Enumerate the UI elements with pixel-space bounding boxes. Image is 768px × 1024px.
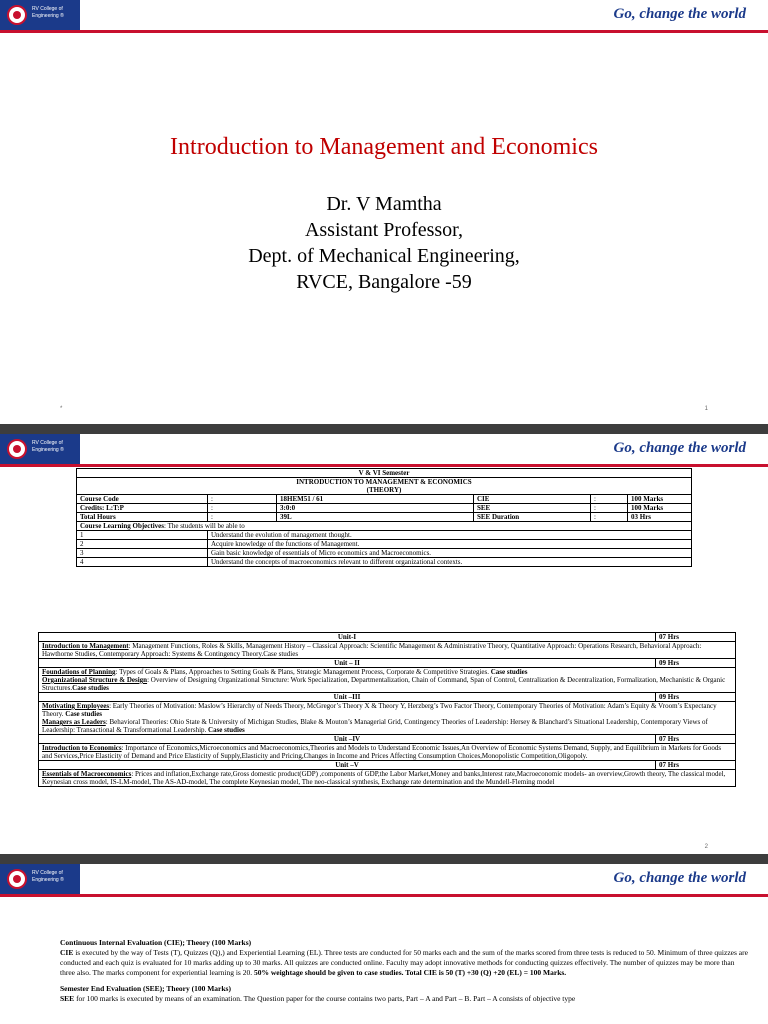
- tagline: Go, change the world: [613, 6, 746, 22]
- rv-emblem-icon: [7, 869, 27, 889]
- unit-header-row: Unit –IV 07 Hrs: [39, 735, 736, 744]
- info-colon: :: [591, 513, 628, 522]
- info-row: [77, 504, 692, 513]
- info-value: 18HEM51 / 61: [277, 495, 474, 504]
- info-label: Total Hours: [77, 513, 208, 522]
- header-divider: [0, 30, 768, 33]
- info-label: Course Code: [77, 495, 208, 504]
- slide-3: [0, 864, 768, 1024]
- info-colon: :: [591, 504, 628, 513]
- semester-cell: V & VI Semester: [77, 469, 692, 478]
- logo-text: RV College of Engineering ®: [32, 440, 64, 453]
- unit-header-row: Unit –III 09 Hrs: [39, 693, 736, 702]
- college-logo: [0, 0, 80, 30]
- info-label: CIE: [474, 495, 591, 504]
- info-row: [77, 513, 692, 522]
- slide-header: [0, 864, 768, 894]
- header-divider: [0, 894, 768, 897]
- footer-mark: *: [60, 406, 63, 412]
- tagline: Go, change the world: [613, 440, 746, 456]
- info-label: Credits: L:T:P: [77, 504, 208, 513]
- objectives-heading: Course Learning Objectives: The students will be able to: [77, 522, 692, 531]
- unit-header-row: Unit – II 09 Hrs: [39, 659, 736, 668]
- objective-row: 1 Understand the evolution of management thought.: [77, 531, 692, 540]
- rv-emblem-icon: [7, 439, 27, 459]
- college-logo: [0, 434, 80, 464]
- slide-header: [0, 434, 768, 464]
- unit-header-row: Unit-I 07 Hrs: [39, 633, 736, 642]
- logo-text: RV College of Engineering ®: [32, 6, 64, 19]
- info-colon: :: [208, 495, 277, 504]
- slide-1: [0, 0, 768, 424]
- course-title-cell: [77, 478, 692, 495]
- author-block: [0, 191, 768, 295]
- unit-header-row: Unit –V 07 Hrs: [39, 761, 736, 770]
- unit-content-row: Essentials of Macroeconomics: Prices and inflation,Exchange rate,Gross domestic product(GDP) ,components of GDP,the Labor Market,Money and banks,Interest rate,Macroeconomic models- an overview,Growth theory, The classical model, Keynesian cross model, IS-LM-model, The AS-AD-model, The complete Keynesian model, The neo-classical synthesis, Exchange rate determination and the Mundell-Fleming model: [39, 770, 736, 787]
- info-label: SEE: [474, 504, 591, 513]
- info-value: 100 Marks: [628, 504, 692, 513]
- info-label: SEE Duration: [474, 513, 591, 522]
- objective-row: 2 Acquire knowledge of the functions of Management.: [77, 540, 692, 549]
- info-value: 39L: [277, 513, 474, 522]
- author-name: Dr. V Mamtha: [326, 193, 442, 215]
- unit-content-row: Foundations of Planning: Types of Goals & Plans, Approaches to Setting Goals & Plans, Strategic Management Process, Corporate & Competitive Strategies. Case studies Organizational Structure & Design: Overview of Designing Organizational Structure: Work Specialization, Departmentalization, Chain of Command, Span of Control, Centralization & Decentralization, Formalization, Mechanistic & Organic Structures.Case studies: [39, 668, 736, 693]
- logo-text: RV College of Engineering ®: [32, 870, 64, 883]
- cie-section: Continuous Internal Evaluation (CIE); Theory (100 Marks) CIE is executed by the way of Tests (T), Quizzes (Q),) and Experiential Learning (EL). Three tests are conducted for 50 marks each and the sum of the marks scored from three tests is reduced to 50. Minimum of three quizzes are conducted and each quiz is evaluated for 10 marks adding up to 30 marks. All quizzes are conducted online. Faculty may adopt innovative methods for conducting quizzes effectively. The number of quizzes may be more than three also. The marks component for experiential learning is 20. 50% weightage should be given to case studies. Total CIE is 50 (T) +30 (Q) +20 (EL) = 100 Marks.: [60, 938, 748, 977]
- tagline: Go, change the world: [613, 870, 746, 886]
- page-number: 2: [704, 844, 708, 850]
- course-type: (THEORY): [366, 486, 402, 494]
- info-colon: :: [591, 495, 628, 504]
- presentation-title: Introduction to Management and Economics: [170, 134, 598, 160]
- author-institution: RVCE, Bangalore -59: [296, 271, 472, 293]
- college-logo: [0, 864, 80, 894]
- objective-row: 4 Understand the concepts of macroeconomics relevant to different organizational contexts.: [77, 558, 692, 567]
- slide-2: [0, 434, 768, 854]
- author-designation: Assistant Professor,: [304, 219, 464, 241]
- see-heading: Semester End Evaluation (SEE); Theory (100 Marks): [60, 984, 231, 993]
- info-value: 03 Hrs: [628, 513, 692, 522]
- info-value: 3:0:0: [277, 504, 474, 513]
- info-row: [77, 495, 692, 504]
- slide-header: [0, 0, 768, 30]
- see-section: Semester End Evaluation (SEE); Theory (100 Marks) SEE for 100 marks is executed by means of an examination. The Question paper for the course contains two parts, Part – A and Part – B. Part – A consists of objective type: [60, 984, 576, 1003]
- syllabus-table: [38, 632, 736, 787]
- cie-heading: Continuous Internal Evaluation (CIE); Theory (100 Marks): [60, 938, 252, 947]
- page-number: 1: [704, 406, 708, 412]
- info-colon: :: [208, 504, 277, 513]
- unit-content-row: Motivating Employees: Early Theories of Motivation: Maslow’s Hierarchy of Needs Theory, McGregor’s Theory X & Theory Y, Herzberg’s Two Factor Theory, Contemporary Theories of Motivation: Adam’s Equity & Vroom’s Expectancy Theory. Case studies Managers as Leaders: Behavioral Theories: Ohio State & University of Michigan Studies, Blake & Mouton’s Managerial Grid, Contingency Theories of Leadership: Hersey & Blanchard’s Situational Leadership, Contemporary Views of Leadership: Transactional & Transformational Leadership. Case studies: [39, 702, 736, 735]
- info-value: 100 Marks: [628, 495, 692, 504]
- course-info-table: [76, 468, 692, 567]
- header-divider: [0, 464, 768, 467]
- rv-emblem-icon: [7, 5, 27, 25]
- evaluation-text: [60, 938, 750, 1010]
- author-department: Dept. of Mechanical Engineering,: [248, 245, 520, 267]
- objective-row: 3 Gain basic knowledge of essentials of Micro economics and Macroeconomics.: [77, 549, 692, 558]
- unit-content-row: Introduction to Management: Management Functions, Roles & Skills, Management History – Classical Approach: Scientific Management & Administrative Theory, Quantitative Approach: Operations Research, Behavioral Approach: Hawthorne Studies, Contemporary Approach: Systems & Contingency Theory.Case studies: [39, 642, 736, 659]
- unit-content-row: Introduction to Economics: Importance of Economics,Microeconomics and Macroeconomics,Theories and Models to Understand Economic Issues,An Overview of Economic Systems Demand, Supply, and Equilibrium in Markets for Goods and Services,Price Elasticity of Demand and Price Elasticity of Supply,Elasticity and Pricing,Changes in Income and Prices Affecting Consumption Choices,Monopolistic Competition,Oligopoly.: [39, 744, 736, 761]
- info-colon: :: [208, 513, 277, 522]
- course-title: INTRODUCTION TO MANAGEMENT & ECONOMICS: [296, 478, 472, 486]
